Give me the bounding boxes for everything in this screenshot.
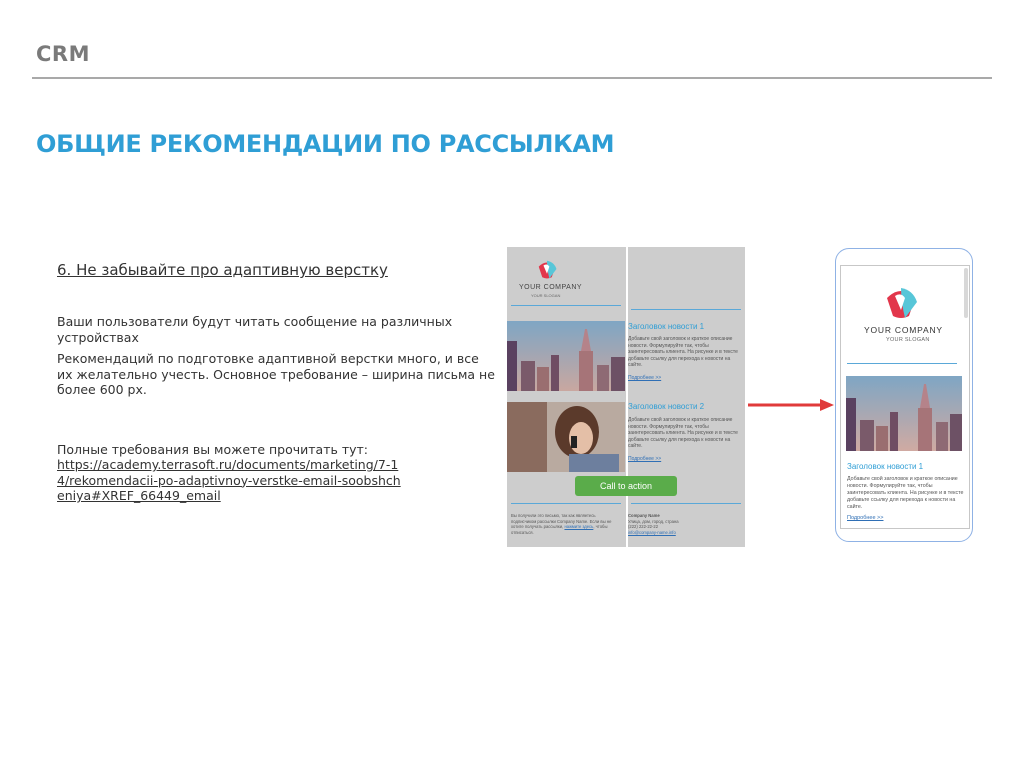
header-line-left xyxy=(511,305,621,306)
news1-more-link[interactable]: Подробнее >> xyxy=(847,515,884,521)
page-title: ОБЩИЕ РЕКОМЕНДАЦИИ ПО РАССЫЛКАМ xyxy=(36,130,615,158)
footer-address: Улица, дом, город, страна xyxy=(628,518,679,524)
header-divider xyxy=(32,77,992,79)
requirements-link[interactable]: https://academy.terrasoft.ru/documents/marketing/7-14/rekomendacii-po-adaptivnoy-verstke-email-soobshcheniya#XREF_66449_email xyxy=(57,457,401,503)
section-label: CRM xyxy=(36,42,90,66)
city-image xyxy=(846,376,962,451)
footer-contacts xyxy=(628,513,743,535)
news1-title: Заголовок новости 1 xyxy=(628,322,705,331)
company-logo xyxy=(534,257,560,281)
news1-text: Добавьте свой заголовок и краткое описание новости. Формулируйте так, чтобы заинтересовать клиента. На рисунке и в тексте добавьте ссылку для перехода к новости на сайте. xyxy=(628,336,738,368)
company-logo xyxy=(879,282,923,322)
footer-company: Company Name xyxy=(628,513,660,518)
paragraph-recommendations: Рекомендаций по подготовке адаптивной верстки много, и все их желательно учесть. Основное требование – ширина письма не более 600 px. xyxy=(57,351,495,397)
header-line xyxy=(847,363,957,364)
phone-screen xyxy=(840,265,970,529)
city-image xyxy=(507,321,625,391)
news2-title: Заголовок новости 2 xyxy=(628,402,705,411)
footer-line-left xyxy=(511,503,621,504)
company-name: YOUR COMPANY xyxy=(864,325,943,335)
footer-unsubscribe-text: Вы получили это письмо, так как являетесь подписчиком рассылки Company Name. Если вы не хотите получать рассылки, нажмите здесь, чтобы отписаться. xyxy=(511,513,612,535)
desktop-email-preview xyxy=(507,247,745,547)
paragraph-requirements: Полные требования вы можете прочитать тут: xyxy=(57,441,369,457)
header-line-right xyxy=(631,309,741,310)
news2-more-link[interactable]: Подробнее >> xyxy=(628,456,662,462)
sub-heading: 6. Не забывайте про адаптивную верстку xyxy=(57,261,388,279)
news1-title: Заголовок новости 1 xyxy=(847,462,924,471)
text-content xyxy=(57,260,497,504)
woman-phone-image xyxy=(507,402,625,472)
news1-text: Добавьте свой заголовок и краткое описание новости. Формулируйте так, чтобы заинтересовать клиента. На рисунке и в тексте добавьте ссылку для перехода к новости на сайте. xyxy=(847,476,964,510)
call-to-action-button[interactable]: Call to action xyxy=(575,476,677,496)
column-divider xyxy=(626,247,628,547)
company-slogan: YOUR SLOGAN xyxy=(886,337,930,343)
scrollbar[interactable] xyxy=(964,268,968,318)
mobile-email-preview xyxy=(835,248,973,542)
news1-more-link[interactable]: Подробнее >> xyxy=(628,375,662,381)
footer-phone: (222) 222-22-22 xyxy=(628,524,659,529)
paragraph-devices: Ваши пользователи будут читать сообщение на различных устройствах xyxy=(57,314,453,345)
unsubscribe-link[interactable]: нажмите здесь xyxy=(564,524,594,529)
arrow-right-icon xyxy=(748,398,834,412)
news2-text: Добавьте свой заголовок и краткое описание новости. Формулируйте так, чтобы заинтересовать клиента. На рисунке и в тексте добавьте ссылку для перехода к новости на сайте. xyxy=(628,417,738,449)
footer-line-right xyxy=(631,503,741,504)
company-slogan: YOUR SLOGAN xyxy=(531,293,561,298)
footer-email[interactable]: info@company-name.info xyxy=(628,529,676,535)
company-name: YOUR COMPANY xyxy=(519,284,583,291)
